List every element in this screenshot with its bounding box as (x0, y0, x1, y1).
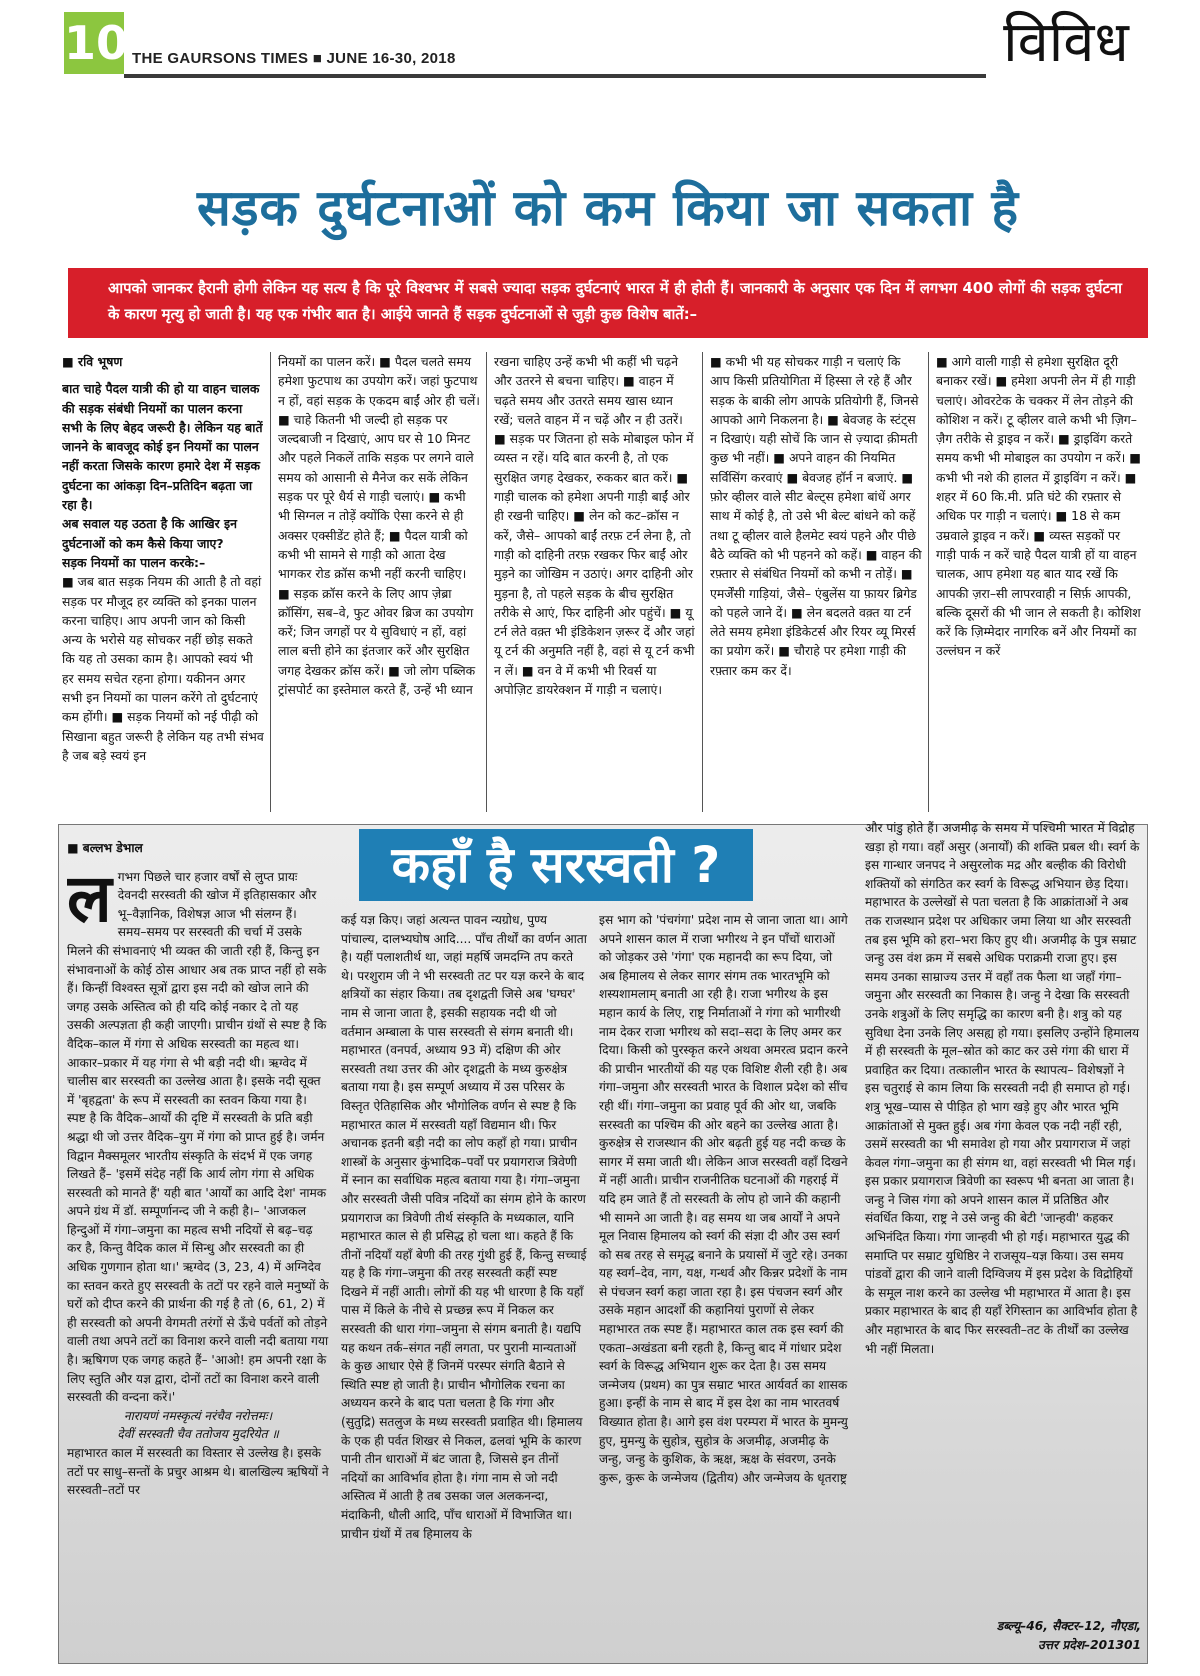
article1-byline: ■ रवि भूषण (62, 354, 123, 369)
column-divider (486, 352, 487, 812)
masthead: THE GAURSONS TIMES ■ JUNE 16-30, 2018 (132, 50, 456, 67)
signature-line2: उत्तर प्रदेश–201301 (1038, 1637, 1141, 1652)
article1-headline: सड़क दुर्घटनाओं को कम किया जा सकता है (196, 179, 1020, 237)
dropcap: ल (67, 858, 112, 937)
article1-col1-text: ■ जब बात सड़क नियम की आती है तो वहां सड़क पर मौजूद हर व्यक्ति को इनका पालन करना चाहिए। आप अपनी जान को किसी अन्य के भरोसे यह सोचकर नहीं छोड़ सकते कि यह तो उसका काम है। आपको स्वयं भी हर समय सचेत रहना होगा। यकीनन अगर सभी इन नियमों का पालन करेंगे तो दुर्घटनाएं कम होंगी। ■ सड़क नियमों को नई पीढ़ी को सिखाना बहुत जरूरी है लेकिन यह तभी संभव है जब बड़े स्वयं इन (62, 574, 264, 763)
signature-line1: डब्ल्यू–46, सैक्टर–12, नौएडा, (996, 1619, 1141, 1633)
header-rule (124, 74, 986, 78)
page-header (0, 0, 1200, 90)
article1-subhead: सड़क नियमों का पालन करके:– (62, 554, 206, 570)
article2-col2: कई यज्ञ किए। जहां अत्यन्त पावन न्यग्रोध, पुण्य पांचाल्य, दालभ्यघोष आदि.... पाँच तीर्थों का वर्णन आता है। यहीं पलाशतीर्थ था, जहां महर्षि जमदग्नि तप करते थे। परशुराम जी ने भी सरस्वती तट पर यज्ञ करने के बाद क्षत्रियों का संहार किया। तब दृशद्वती जिसे अब 'घग्घर' नाम से जाना जाता है, इसकी सहायक नदी थी जो वर्तमान अम्बाला के पास सरस्वती से संगम बनाती थी। महाभारत (वनपर्व, अध्याय 93 में) दक्षिण की ओर सरस्वती तथा उत्तर की ओर दृशद्वती के मध्य कुरुक्षेत्र बताया गया है। इस सम्पूर्ण अध्याय में उस परिसर के विस्तृत ऐतिहासिक और भौगोलिक वर्णन से स्पष्ट है कि महाभारत काल में सरस्वती यहाँ विद्यमान थी। फिर अचानक इतनी बड़ी नदी का लोप कहाँ हो गया। प्राचीन शास्त्रों के अनुसार कुंभादिक–पर्वों पर प्रयागराज त्रिवेणी में स्नान का सर्वाधिक महत्व बताया गया है। गंगा–जमुना और सरस्वती जैसी पवित्र नदियों का संगम होने के कारण प्रयागराज का त्रिवेणी तीर्थ संस्कृति के मध्यकाल, यानि महाभारत काल से ही प्रसिद्ध हो चला था। कहते हैं कि तीनों नदियाँ यहाँ बेणी की तरह गुंथी हुई हैं, किन्तु सच्चाई यह है कि गंगा–जमुना की तरह सरस्वती कहीं स्पष्ट दिखने में नहीं आती। लोगों की यह भी धारणा है कि यहाँ पास में किले के नीचे से प्रच्छन्न रूप में निकल कर सरस्वती की धारा गंगा–जमुना से संगम बनाती है। यद्यपि यह कथन तर्क–संगत नहीं लगता, पर पुरानी मान्यताओं के कुछ आधार ऐसे हैं जिनमें परस्पर संगति बैठाने से स्थिति स्पष्ट हो जाती है। प्राचीन भौगोलिक रचना का अध्ययन करने के बाद पता चलता है कि गंगा और (सुतुद्रि) सतलुज के मध्य सरस्वती प्रवाहित थी। हिमालय के एक ही पर्वत शिखर से निकल, ढलवां भूमि के कारण पानी तीन धाराओं में बंट जाता है, जिससे इन तीनों नदियों का आविर्भाव होता है। गंगा नाम से जो नदी अस्तित्व में आती है तब उसका जल अलकनन्दा, मंदाकिनी, धौली आदि, पाँच धाराओं में विभाजित था। प्राचीन ग्रंथों में तब हिमालय के (341, 913, 587, 1541)
article1-col4: ■ कभी भी यह सोचकर गाड़ी न चलाएं कि आप किसी प्रतियोगिता में हिस्सा ले रहे हैं और सड़क के बाकी लोग आपके प्रतियोगी हैं, जिनसे आपको आगे निकलना है। ■ बेवजह के स्टंट्स न दिखाएं। यही सोचें कि जान से ज़्यादा क़ीमती कुछ भी नहीं। ■ अपने वाहन की नियमित सर्विसिंग करवाएं ■ बेवजह हॉर्न न बजाएं. ■ फ़ोर व्हीलर वाले सीट बेल्ट्स हमेशा बांधें अगर साथ में कोई है, तो उसे भी बेल्ट बांधने को कहें तथा टू व्हीलर वाले हैलमेट स्वयं पहने और पीछे बैठे व्यक्ति को भी पहनने को कहें। ■ वाहन की रफ़्तार से संबंधित नियमों को कभी न तोड़ें। ■ एमर्जेंसी गाड़ियां, जैसे– एंबुलेंस या फ़ायर ब्रिगेड को पहले जाने दें। ■ लेन बदलते वक़्त या टर्न लेते समय हमेशा इंडिकेटर्स और रियर व्यू मिरर्स का प्रयोग करें। ■ चौराहे पर हमेशा गाड़ी की रफ़्तार कम कर दें। (710, 354, 922, 678)
article1-col2: नियमों का पालन करें। ■ पैदल चलते समय हमेशा फुटपाथ का उपयोग करें। जहां फुटपाथ न हों, वहां सड़क के एकदम बाईं ओर ही चलें। ■ चाहे कितनी भी जल्दी हो सड़क पर जल्दबाजी न दिखाएं, आप घर से 10 मिनट और पहले निकलें ताकि सड़क पर लगने वाले समय को आसानी से मैनेज कर सकें लेकिन सड़क पर पूरे धैर्य से गाड़ी चलाएं। ■ कभी भी सिग्नल न तोड़ें क्योंकि ऐसा करने से ही अक्सर एक्सीडेंट होते हैं; ■ पैदल यात्री को कभी भी सामने से गाड़ी को आता देख भागकर रोड क्रॉस कभी नहीं करनी चाहिए। ■ सड़क क्रॉस करने के लिए आप ज़ेब्रा क्रॉसिंग, सब–वे, फुट ओवर ब्रिज का उपयोग करें; जिन जगहों पर ये सुविधाएं न हों, वहां लाल बत्ती होने का इंतजार करें और सुरक्षित जगह देखकर क्रॉस करें। ■ जो लोग पब्लिक ट्रांसपोर्ट का इस्तेमाल करते हैं, उन्हें भी ध्यान (278, 354, 480, 698)
page-number: 10 (64, 12, 124, 74)
article2-col4: और पांडु होते हैं। अजमीढ़ के समय में पश्चिमी भारत में विद्रोह खड़ा हो गया। वहाँ असुर (अनार्यों) की शक्ति प्रबल थी। स्वर्ग के इस गान्धार जनपद ने असुरलोक मद्र और बल्हीक की विरोधी शक्तियों को संगठित कर स्वर्ग के विरूद्ध अभियान छेड़ दिया। महाभारत के उल्लेखों से पता चलता है कि आक्रांताओं ने अब तक राजस्थान प्रदेश पर अधिकार जमा लिया था और सरस्वती तब इस भूमि को हरा–भरा किए हुए थी। अजमीढ़ के पुत्र सम्राट जन्हु उस वंश क्रम में सबसे अधिक पराक्रमी राजा हुए। इस समय उनका साम्राज्य उत्तर में वहाँ तक फैला था जहाँ गंगा–जमुना और सरस्वती का निकास है। जन्हु ने देखा कि सरस्वती उनके शत्रुओं के लिए समृद्धि का कारण बनी है। शत्रु को यह सुविधा देना उनके लिए असह्य हो गया। इसलिए उन्होंने हिमालय में ही सरस्वती के मूल–स्रोत को काट कर उसे गंगा की धारा में प्रवाहित कर दिया। तत्कालीन भारत के स्थापत्य– विशेषज्ञों ने इस चतुराई से काम लिया कि सरस्वती नदी ही समाप्त हो गई। शत्रु भूख–प्यास से पीड़ित हो भाग खड़े हुए और भारत भूमि आक्रांताओं से मुक्त हुई। अब गंगा केवल एक नदी नहीं रही, उसमें सरस्वती का भी समावेश हो गया और प्रयागराज में जहां केवल गंगा–जमुना का ही संगम था, वहां सरस्वती भी मिल गई। इस प्रकार प्रयागराज त्रिवेणी का स्वरूप भी बनता आ जाता है। जन्हु ने जिस गंगा को अपने शासन काल में प्रतिष्ठित और संवर्धित किया, राष्ट्र ने उसे जन्हु की बेटी 'जान्हवी' कहकर अभिनंदित किया। गंगा जान्हवी भी हो गई। महाभारत युद्ध की समाप्ति पर सम्राट युधिष्ठिर ने राजसूय–यज्ञ किया। उस समय पांडवों द्वारा की जाने वाली दिग्विजय में इस प्रदेश के विद्रोहियों के समूल नाश करने का उल्लेख भी महाभारत में आता है। इस प्रकार महाभारत के बाद ही यहाँ रेगिस्तान का आविर्भाव होता है और महाभारत के बाद फिर सरस्वती–तट के तीर्थों का उल्लेख भी नहीं मिलता। (865, 821, 1140, 1356)
verse-line2: देवीं सरस्वती चैव ततोजय मुदरियेत ॥ (117, 1427, 279, 1442)
article2-signature (865, 1617, 1141, 1659)
article1-intro: आपको जानकर हैरानी होगी लेकिन यह सत्य है कि पूरे विश्वभर में सबसे ज्यादा सड़क दुर्घटनाएं भारत में ही होती हैं। जानकारी के अनुसार एक दिन में लगभग 400 लोगों की सड़क दुर्घटना के कारण मृत्यु हो जाती है। यह एक गंभीर बात है। आईये जानते हैं सड़क दुर्घटनाओं से जुड़ी कुछ विशेष बातें:– (68, 268, 1148, 338)
article2-col1 (67, 839, 329, 1659)
article1-col1 (62, 352, 264, 812)
article2-col1-tail: महाभारत काल में सरस्वती का विस्तार से उल्लेख है। इसके तटों पर साधु–सन्तों के प्रचुर आश्रम थे। बालखिल्य ऋषियों ने सरस्वती–तटों पर (67, 1446, 329, 1498)
column-divider (702, 352, 703, 812)
article2-col3: इस भाग को 'पंचगंगा' प्रदेश नाम से जाना जाता था। आगे अपने शासन काल में राजा भगीरथ ने इन पाँचों धाराओं को जोड़कर उसे 'गंगा' एक महानदी का रूप दिया, जो अब हिमालय से लेकर सागर संगम तक भारतभूमि को शस्यशामलाम् बनाती आ रही है। राजा भगीरथ के इस महान कार्य के लिए, राष्ट्र निर्माताओं ने गंगा को भागीरथी नाम देकर राजा भगीरथ को सदा–सदा के लिए अमर कर दिया। किसी को पुरस्कृत करने अथवा अमरत्व प्रदान करने की प्राचीन भारतीयों की यह एक विशिष्ट शैली रही है। अब गंगा–जमुना और सरस्वती भारत के विशाल प्रदेश को सींच रही थीं। गंगा–जमुना का प्रवाह पूर्व की ओर था, जबकि सरस्वती का पश्चिम की ओर बहने का उल्लेख आता है। कुरुक्षेत्र से राजस्थान की ओर बढ़ती हुई यह नदी कच्छ के सागर में समा जाती थी। लेकिन आज सरस्वती वहाँ दिखने में नहीं आती। प्राचीन राजनीतिक घटनाओं की गहराई में यदि हम जाते हैं तो सरस्वती के लोप हो जाने की कहानी भी सामने आ जाती है। वह समय था जब आर्यों ने अपने मूल निवास हिमालय को स्वर्ग की संज्ञा दी और उस स्वर्ग को सब तरह से समृद्ध बनाने के प्रयासों में जुटे रहे। उनका यह स्वर्ग–देव, नाग, यक्ष, गन्धर्व और किन्नर प्रदेशों के नाम से पंचजन स्वर्ग कहा जाता रहा है। इस पंचजन स्वर्ग और उसके महान आदर्शों की कहानियां पुराणों से लेकर महाभारत तक स्पष्ट हैं। महाभारत काल तक इस स्वर्ग की एकता–अखंडता बनी रहती है, किन्तु बाद में गांधार प्रदेश स्वर्ग के विरूद्ध अभियान शुरू कर देता है। उस समय जन्मेजय (प्रथम) का पुत्र सम्राट भारत आर्यवर्त का शासक हुआ। इन्हीं के नाम से बाद में इस देश का नाम भारतवर्ष विख्यात होता है। आगे इस वंश परम्परा में भारत के मुमन्यु हुए, मुमन्यु के सुहोत्र, सुहोत्र के अजमीढ़, अजमीढ़ के जन्हु, जन्हु के कुशिक, के ऋक्ष, ऋक्ष के संवरण, उनके कुरू, कुरू के जन्मेजय (द्वितीय) और जन्मेजय के धृतराष्ट्र (599, 913, 849, 1485)
article2-byline: ■ बल्लभ डेभाल (67, 841, 143, 855)
section-title: विविध (1003, 10, 1129, 75)
article1-col3: रखना चाहिए उन्हें कभी भी कहीं भी चढ़ने और उतरने से बचना चाहिए। ■ वाहन में चढ़ते समय और उतरते समय खास ध्यान रखें; चलते वाहन में न चढ़ें और न ही उतरें। ■ सड़क पर जितना हो सके मोबाइल फोन में व्यस्त न रहें। यदि बात करनी है, तो एक सुरक्षित जगह देखकर, रुककर बात करें। ■ गाड़ी चालक को हमेशा अपनी गाड़ी बाईं ओर ही रखनी चाहिए। ■ लेन को कट–क्रॉस न करें, जैसे– आपको बाईं तरफ़ टर्न लेना है, तो गाड़ी को दाहिनी तरफ़ रखकर फिर बाईं ओर मुड़ने का जोखिम न उठाएं। अगर दाहिनी ओर मुड़ना है, तो पहले सड़क के बीच सुरक्षित तरीके से आएं, फिर दाहिनी ओर पहुंचें। ■ यू टर्न लेते वक़्त भी इंडिकेशन ज़रूर दें और जहां यू टर्न की अनुमति नहीं है, वहां से यू टर्न कभी न लें। ■ वन वे में कभी भी रिवर्स या अपोज़िट डायरेक्शन में गाड़ी न चलाएं। (494, 354, 695, 698)
column-divider (270, 352, 271, 812)
column-divider (928, 352, 929, 812)
article1-question: अब सवाल यह उठता है कि आखिर इन दुर्घटनाओं को कम कैसे किया जाए? (62, 516, 237, 551)
article1-body (62, 352, 1146, 812)
verse-line1: नारायणं नमस्कृत्यं नरंचैव नरोत्तमः। (123, 1408, 273, 1423)
article2-col1-text: गभग पिछले चार हजार वर्षों से लुप्त प्रायः देवनदी सरस्वती की खोज में इतिहासकार और भू–वैज्ञानिक, विशेषज्ञ आज भी संलग्न हैं। समय–समय पर सरस्वती की चर्चा में उसके मिलने की संभावनाएं भी व्यक्त की जाती रही हैं, किन्तु इन संभावनाओं के कोई ठोस आधार अब तक प्राप्त नहीं हो सके हैं। किन्हीं विश्वस्त सूत्रों द्वारा इस नदी को खोज लाने की जगह उसके अस्तित्व को ही यदि कोई नकार दे तो यह उसकी अल्पज्ञता ही कही जाएगी। प्राचीन ग्रंथों से स्पष्ट है कि वैदिक–काल में गंगा से अधिक सरस्वती का महत्व था। आकार–प्रकार में यह गंगा से भी बड़ी नदी थी। ऋग्वेद में चालीस बार सरस्वती का उल्लेख आता है। इसके नदी सूक्त में 'बृहद्वता' के रूप में सरस्वती का स्तवन किया गया है। स्पष्ट है कि वैदिक–आर्यों की दृष्टि में सरस्वती के प्रति बड़ी श्रद्धा थी जो उत्तर वैदिक–युग में गंगा को प्राप्त हुई है। जर्मन विद्वान मैक्समूलर भारतीय संस्कृति के संदर्भ में एक जगह लिखते हैं– 'इसमें संदेह नहीं कि आर्य लोग गंगा से अधिक सरस्वती को मानते हैं' यही बात 'आर्यों का आदि देश' नामक अपने ग्रंथ में डॉ. सम्पूर्णानन्द जी ने कही है।– 'आजकल हिन्दुओं में गंगा–जमुना का महत्व सभी नदियों से बढ़–चढ़ कर है, किन्तु वैदिक काल में सिन्धु और सरस्वती का ही अधिक गुणगान होता था।' ऋग्वेद (3, 23, 4) में अग्निदेव का स्तवन करते हुए सरस्वती के तटों पर रहने वाले मनुष्यों के घरों को दीप्त करने की प्रार्थना की गई है तो (6, 61, 2) में ही सरस्वती को अपनी वेगमती तरंगों से ऊँचे पर्वतों को तोड़ने वाली तथा अपने तटों का विनाश करने वाली नदी बताया गया है। ऋषिगण एक जगह कहते हैं– 'आओ! हम अपनी रक्षा के लिए स्तुति और यज्ञ द्वारा, दोनों तटों का विनाश करने वाली सरस्वती की वन्दना करें।' (67, 869, 329, 1405)
article1-col5: ■ आगे वाली गाड़ी से हमेशा सुरक्षित दूरी बनाकर रखें। ■ हमेशा अपनी लेन में ही गाड़ी चलाएं। ओवरटेक के चक्कर में लेन तोड़ने की कोशिश न करें। टू व्हीलर वाले कभी भी ज़िग–ज़ैग तरीके से ड्राइव न करें। ■ ड्राइविंग करते समय कभी भी मोबाइल का उपयोग न करें। ■ कभी भी नशे की हालत में ड्राइविंग न करें। ■ शहर में 60 कि.मी. प्रति घंटे की रफ़्तार से अधिक पर गाड़ी न चलाएं। ■ 18 से कम उम्रवाले ड्राइव न करें। ■ व्यस्त सड़कों पर गाड़ी पार्क न करें चाहे पैदल यात्री हों या वाहन चालक, आप हमेशा यह बात याद रखें कि आपकी ज़रा–सी लापरवाही न सिर्फ़ आपकी, बल्कि दूसरों की भी जान ले सकती है। कोशिश करें कि ज़िम्मेदार नागरिक बनें और नियमों का उल्लंघन न करें (936, 354, 1142, 659)
article2-box (58, 821, 1148, 1664)
article1-lead: बात चाहे पैदल यात्री की हो या वाहन चालक की सड़क संबंधी नियमों का पालन करना सभी के लिए बेहद जरूरी है। लेकिन यह बातें जानने के बावजूद कोई इन नियमों का पालन नहीं करता जिसके कारण हमारे देश में सड़क दुर्घटना का आंकड़ा दिन–प्रतिदिन बढ़ता जा रहा है। (62, 381, 263, 513)
article2-title: कहाँ है सरस्वती ? (359, 829, 753, 901)
